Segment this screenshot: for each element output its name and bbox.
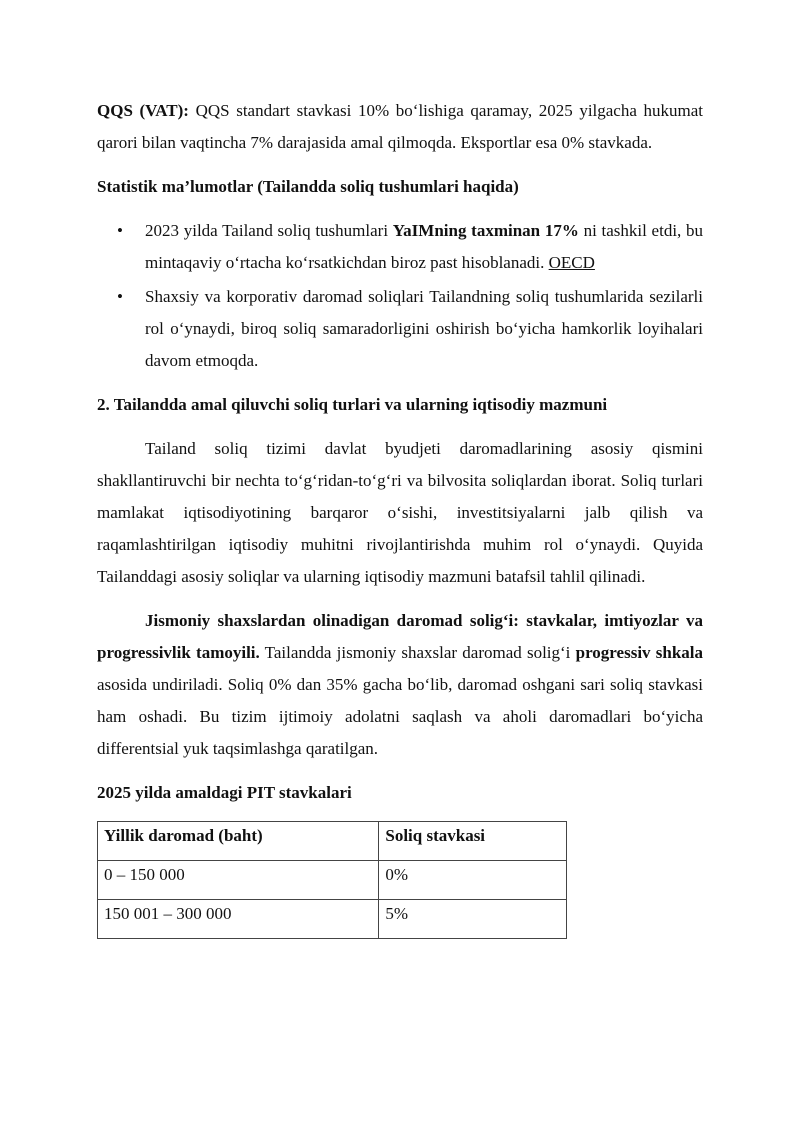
item1-pre: 2023 yilda Tailand soliq tushumlari	[145, 221, 393, 240]
document-page	[97, 95, 703, 939]
item1-post: ni tashkil etdi, bu mintaqaviy o‘rtacha ko‘rsatkichdan biroz past hisoblanadi.	[145, 221, 704, 272]
item2-text: Shaxsiy va korporativ daromad soliqlari Tailandning soliq tushumlarida sezilarli rol o‘ynaydi, biroq soliq samaradorligini oshirish bo‘yicha hamkorlik loyihalari davom etmoqda.	[145, 287, 703, 370]
vat-paragraph	[97, 95, 703, 159]
vat-text: QQS standart stavkasi 10% bo‘lishiga qaramay, 2025 yilgacha hukumat qarori bilan vaqtincha 7% darajasida amal qilmoqda. Eksportlar esa 0% stavkada.	[97, 101, 704, 152]
table-heading: 2025 yilda amaldagi PIT stavkalari	[97, 783, 352, 802]
table-row	[98, 861, 567, 900]
list-item	[97, 281, 703, 377]
oecd-link[interactable]: OECD	[548, 253, 595, 272]
pit-lead: Jismoniy shaxslardan olinadigan daromad solig‘i: stavkalar, imtiyozlar va progressivlik tamoyili.	[97, 611, 703, 662]
cell-rate: 0%	[379, 861, 567, 900]
pit-rates-table	[97, 821, 567, 939]
stats-list	[97, 215, 703, 377]
table-row	[98, 900, 567, 939]
table-header-row	[98, 822, 567, 861]
col-header-income: Yillik daromad (baht)	[98, 822, 379, 861]
col-header-rate: Soliq stavkasi	[379, 822, 567, 861]
section2-intro: Tailand soliq tizimi davlat byudjeti daromadlarining asosiy qismini shakllantiruvchi bir nechta to‘g‘ridan-to‘g‘ri va bilvosita soliqlardan iborat. Soliq turlari mamlakat iqtisodiyotining barqaror o‘sishi, investitsiyalarni jalb qilish va raqamlashtirilgan iqtisodiy muhitni rivojlantirishda muhim rol o‘ynaydi. Quyida Tailanddagi asosiy soliqlar va ularning iqtisodiy mazmuni batafsil tahlil qilinadi.	[97, 439, 703, 586]
stats-heading: Statistik ma’lumotlar (Tailandda soliq tushumlari haqida)	[97, 177, 519, 196]
section2-heading: 2. Tailandda amal qiluvchi soliq turlari va ularning iqtisodiy mazmuni	[97, 395, 608, 414]
pit-text1: Tailandda jismoniy shaxslar daromad solig‘i	[259, 643, 576, 662]
cell-income: 150 001 – 300 000	[98, 900, 379, 939]
item1-bold: YaIMning taxminan 17%	[392, 221, 579, 240]
pit-text2: asosida undiriladi. Soliq 0% dan 35% gacha bo‘lib, daromad oshgani sari soliq stavkasi ham oshadi. Bu tizim ijtimoiy adolatni saqlash va aholi daromadlari bo‘yicha differentsial yuk taqsimlashga qaratilgan.	[97, 675, 703, 758]
cell-rate: 5%	[379, 900, 567, 939]
cell-income: 0 – 150 000	[98, 861, 379, 900]
list-item	[97, 215, 703, 279]
vat-label: QQS (VAT):	[97, 101, 189, 120]
bullet-icon: •	[117, 287, 123, 306]
pit-bold2: progressiv shkala	[575, 643, 703, 662]
bullet-icon: •	[117, 221, 123, 240]
pit-paragraph	[97, 605, 703, 765]
